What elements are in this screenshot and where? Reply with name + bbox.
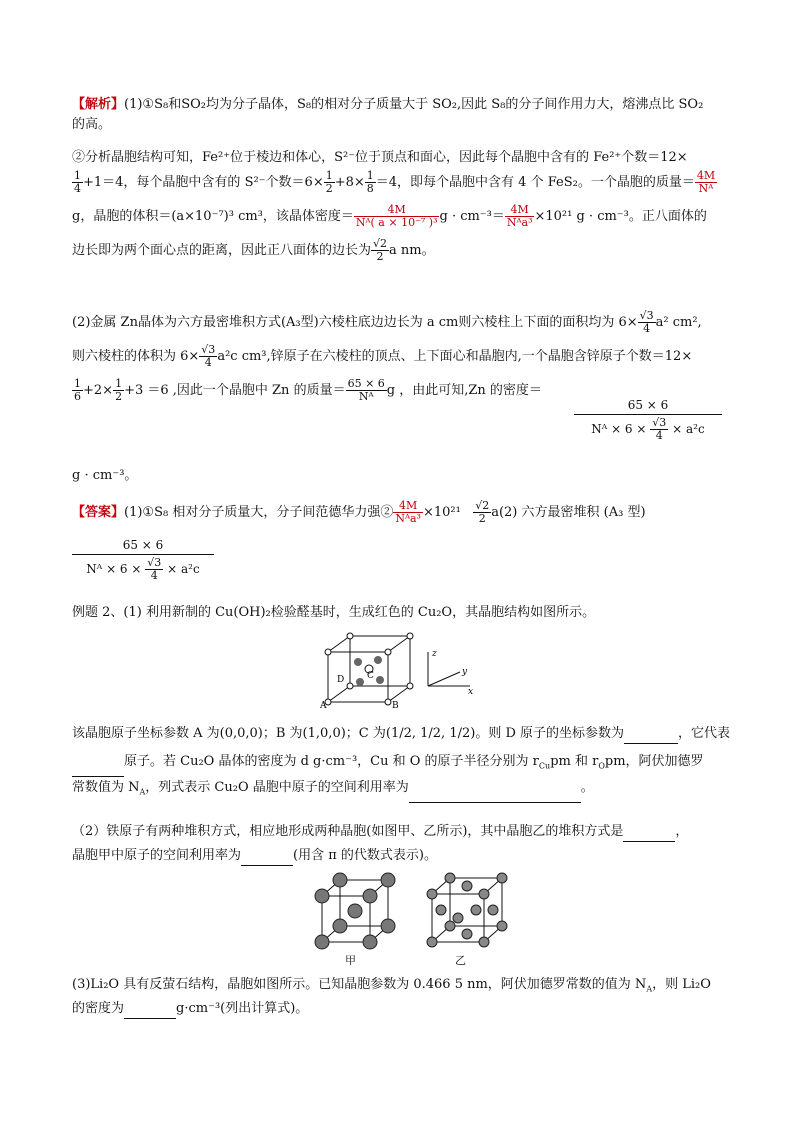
fraction: $\frac{1}{2}$	[115, 377, 123, 403]
answer-text: (1)①S₈ 相对分子质量大，分子间范德华力强②	[124, 505, 394, 520]
question-text: pm，阿伏加德罗	[604, 754, 704, 769]
analysis-text: 则六棱柱的体积为 6×	[72, 349, 200, 364]
question-text: (用含 π 的代数式表示)。	[293, 848, 437, 863]
question-1	[72, 724, 731, 798]
analysis-para-1	[72, 95, 724, 135]
subscript: A	[139, 787, 146, 797]
analysis-text: (2)金属 Zn晶体为六方最密堆积方式(A₃型)六棱柱底边边长为 a cm则六棱柱上下面的面积均为 6×	[72, 315, 638, 330]
subscript: Cu	[538, 761, 551, 771]
question-text: 原子。若 Cu₂O 晶体的密度为 d g·cm⁻³，Cu 和 O 的原子半径分别为 r	[124, 754, 539, 769]
label-a: A	[320, 701, 327, 710]
question-text: 常数值为 N	[72, 780, 140, 795]
fraction: $\frac{4M}{\text{Nᴬ( a × 10⁻⁷ )³}}$	[355, 203, 438, 229]
analysis-text: +8×	[334, 175, 365, 190]
analysis-text: a²c cm³,锌原子在六棱柱的顶点、上下面心和晶胞内,一个晶胞含锌原子个数＝12×	[217, 349, 693, 364]
fraction: $\frac{1}{4}$	[74, 169, 81, 195]
density-fraction: 65 × 6 Nᴬ × 6 × $\frac{√3}{4}$ × a²c	[574, 398, 722, 442]
fraction: $\frac{1}{8}$	[366, 169, 374, 195]
analysis-text: +1＝4，每个晶胞中含有的 S²⁻个数＝6×	[83, 175, 324, 190]
subscript: A	[646, 984, 653, 994]
analysis-text: g ，由此可知,Zn 的密度＝	[386, 383, 542, 398]
label-c: C	[367, 671, 374, 681]
question-text: 。	[580, 780, 594, 795]
answer-block	[72, 500, 724, 534]
analysis-para-2	[72, 148, 724, 272]
question-text: pm 和 r	[550, 754, 599, 769]
answer-text: a(2) 六方最密堆积 (A₃ 型)	[491, 505, 646, 520]
answer-tag: 【答案】	[72, 505, 125, 520]
fraction: $\frac{√2}{2}$	[373, 237, 388, 263]
analysis-text: +2×	[83, 383, 114, 398]
answer-blank[interactable]	[624, 729, 678, 744]
analysis-text: g · cm⁻³＝	[439, 209, 505, 224]
analysis-text: ②分析晶胞结构可知，Fe²⁺位于棱边和体心，S²⁻位于顶点和面心，因此每个晶胞中含有的 Fe²⁺个数＝12×	[72, 150, 688, 165]
coordinate-c: (1/2, 1/2, 1/2)	[385, 726, 476, 741]
question-text: ，它代表	[678, 726, 731, 741]
figure-label-jia: 甲	[345, 954, 356, 967]
answer-density-fraction: 65 × 6 Nᴬ × 6 × $\frac{√3}{4}$ × a²c	[72, 538, 214, 582]
axis-y-label: y	[462, 667, 468, 677]
answer-blank[interactable]	[124, 1004, 176, 1019]
cell-yi	[427, 873, 507, 947]
question-text: 的密度为	[72, 1001, 125, 1016]
subscript: O	[598, 761, 605, 771]
analysis-text: 边长即为两个面心点的距离，因此正八面体的边长为	[72, 243, 372, 258]
analysis-text: (1)①S₈和SO₂均为分子晶体，S₈的相对分子质量大于 SO₂,因此 S₈的分子间作用力大，熔沸点比 SO₂	[124, 97, 704, 112]
question-text: (3)Li₂O 具有反萤石结构，晶胞如图所示。已知晶胞参数为 0.466 5 nm，阿伏加德罗常数的值为 N	[72, 977, 647, 992]
question-text: ，则 Li₂O	[652, 977, 711, 992]
iron-unit-cells-figure	[310, 868, 510, 958]
analysis-text: +3 ＝6 ,因此一个晶胞中 Zn 的质量＝	[124, 383, 346, 398]
analysis-text: a nm。	[389, 243, 435, 258]
answer-blank[interactable]	[409, 788, 581, 803]
example2-intro	[72, 603, 724, 623]
analysis-text: g，晶胞的体积＝(a×10⁻⁷)³ cm³，该晶体密度＝	[72, 209, 354, 224]
analysis-tag: 【解析】	[72, 97, 125, 112]
fraction: $\frac{1}{6}$	[74, 377, 81, 403]
cu2o-unit-cell-figure	[320, 630, 480, 710]
answer-blank[interactable]	[623, 827, 675, 842]
fraction: $\frac{1}{2}$	[325, 169, 333, 195]
fraction: $\frac{4M}{\text{Nᴬa³}}$	[506, 203, 533, 229]
figure-label-yi: 乙	[455, 954, 466, 967]
question-text: 晶胞甲中原子的空间利用率为	[72, 848, 242, 863]
cell-jia	[315, 873, 395, 949]
question-3	[72, 975, 724, 1019]
analysis-text: a² cm²,	[655, 315, 702, 330]
analysis-text: ×10²¹ g · cm⁻³。正八面体的	[534, 209, 707, 224]
question-text: 该晶胞原子坐标参数 A 为(0,0,0)；B 为(1,0,0)；C 为	[72, 726, 386, 741]
analysis-unit	[72, 466, 724, 486]
fraction: $\frac{√3}{4}$	[639, 309, 654, 335]
answer-blank[interactable]	[241, 851, 293, 866]
label-b: B	[392, 701, 399, 710]
fraction: $\frac{4M}{\text{Nᴬa³}}$	[395, 499, 421, 525]
question-2	[72, 822, 724, 866]
question-text: 。则 D 原子的坐标参数为	[475, 726, 625, 741]
question-text: （2）铁原子有两种堆积方式，相应地形成两种晶胞(如图甲、乙所示)，其中晶胞乙的堆积方式是	[72, 824, 624, 839]
answer-text: ×10²¹	[422, 505, 461, 520]
analysis-text: ＝4，即每个晶胞中含有 4 个 FeS₂。一个晶胞的质量＝	[375, 175, 695, 190]
axis-x-label: x	[468, 687, 474, 697]
label-d: D	[337, 675, 345, 685]
fraction: $\frac{√3}{4}$	[201, 343, 216, 369]
analysis-text: g · cm⁻³。	[72, 468, 138, 483]
fraction: $\frac{65 \times 6}{\text{Nᴬ}}$	[347, 377, 385, 403]
question-text: 例题 2、(1) 利用新制的 Cu(OH)₂检验醛基时，生成红色的 Cu₂O，其晶胞结构如图所示。	[72, 605, 596, 620]
question-text: g·cm⁻³(列出计算式)。	[176, 1001, 309, 1016]
question-text: ，	[675, 824, 689, 839]
fraction: $\frac{4M}{\text{Nᴬ}}$	[696, 169, 716, 195]
answer-blank[interactable]	[72, 762, 124, 777]
analysis-para-3	[72, 310, 724, 412]
axis-z-label: z	[432, 649, 437, 659]
analysis-text: 的高。	[72, 117, 112, 132]
fraction: $\frac{√2}{2}$	[475, 499, 490, 525]
question-text: ，列式表示 Cu₂O 晶胞中原子的空间利用率为	[145, 780, 409, 795]
